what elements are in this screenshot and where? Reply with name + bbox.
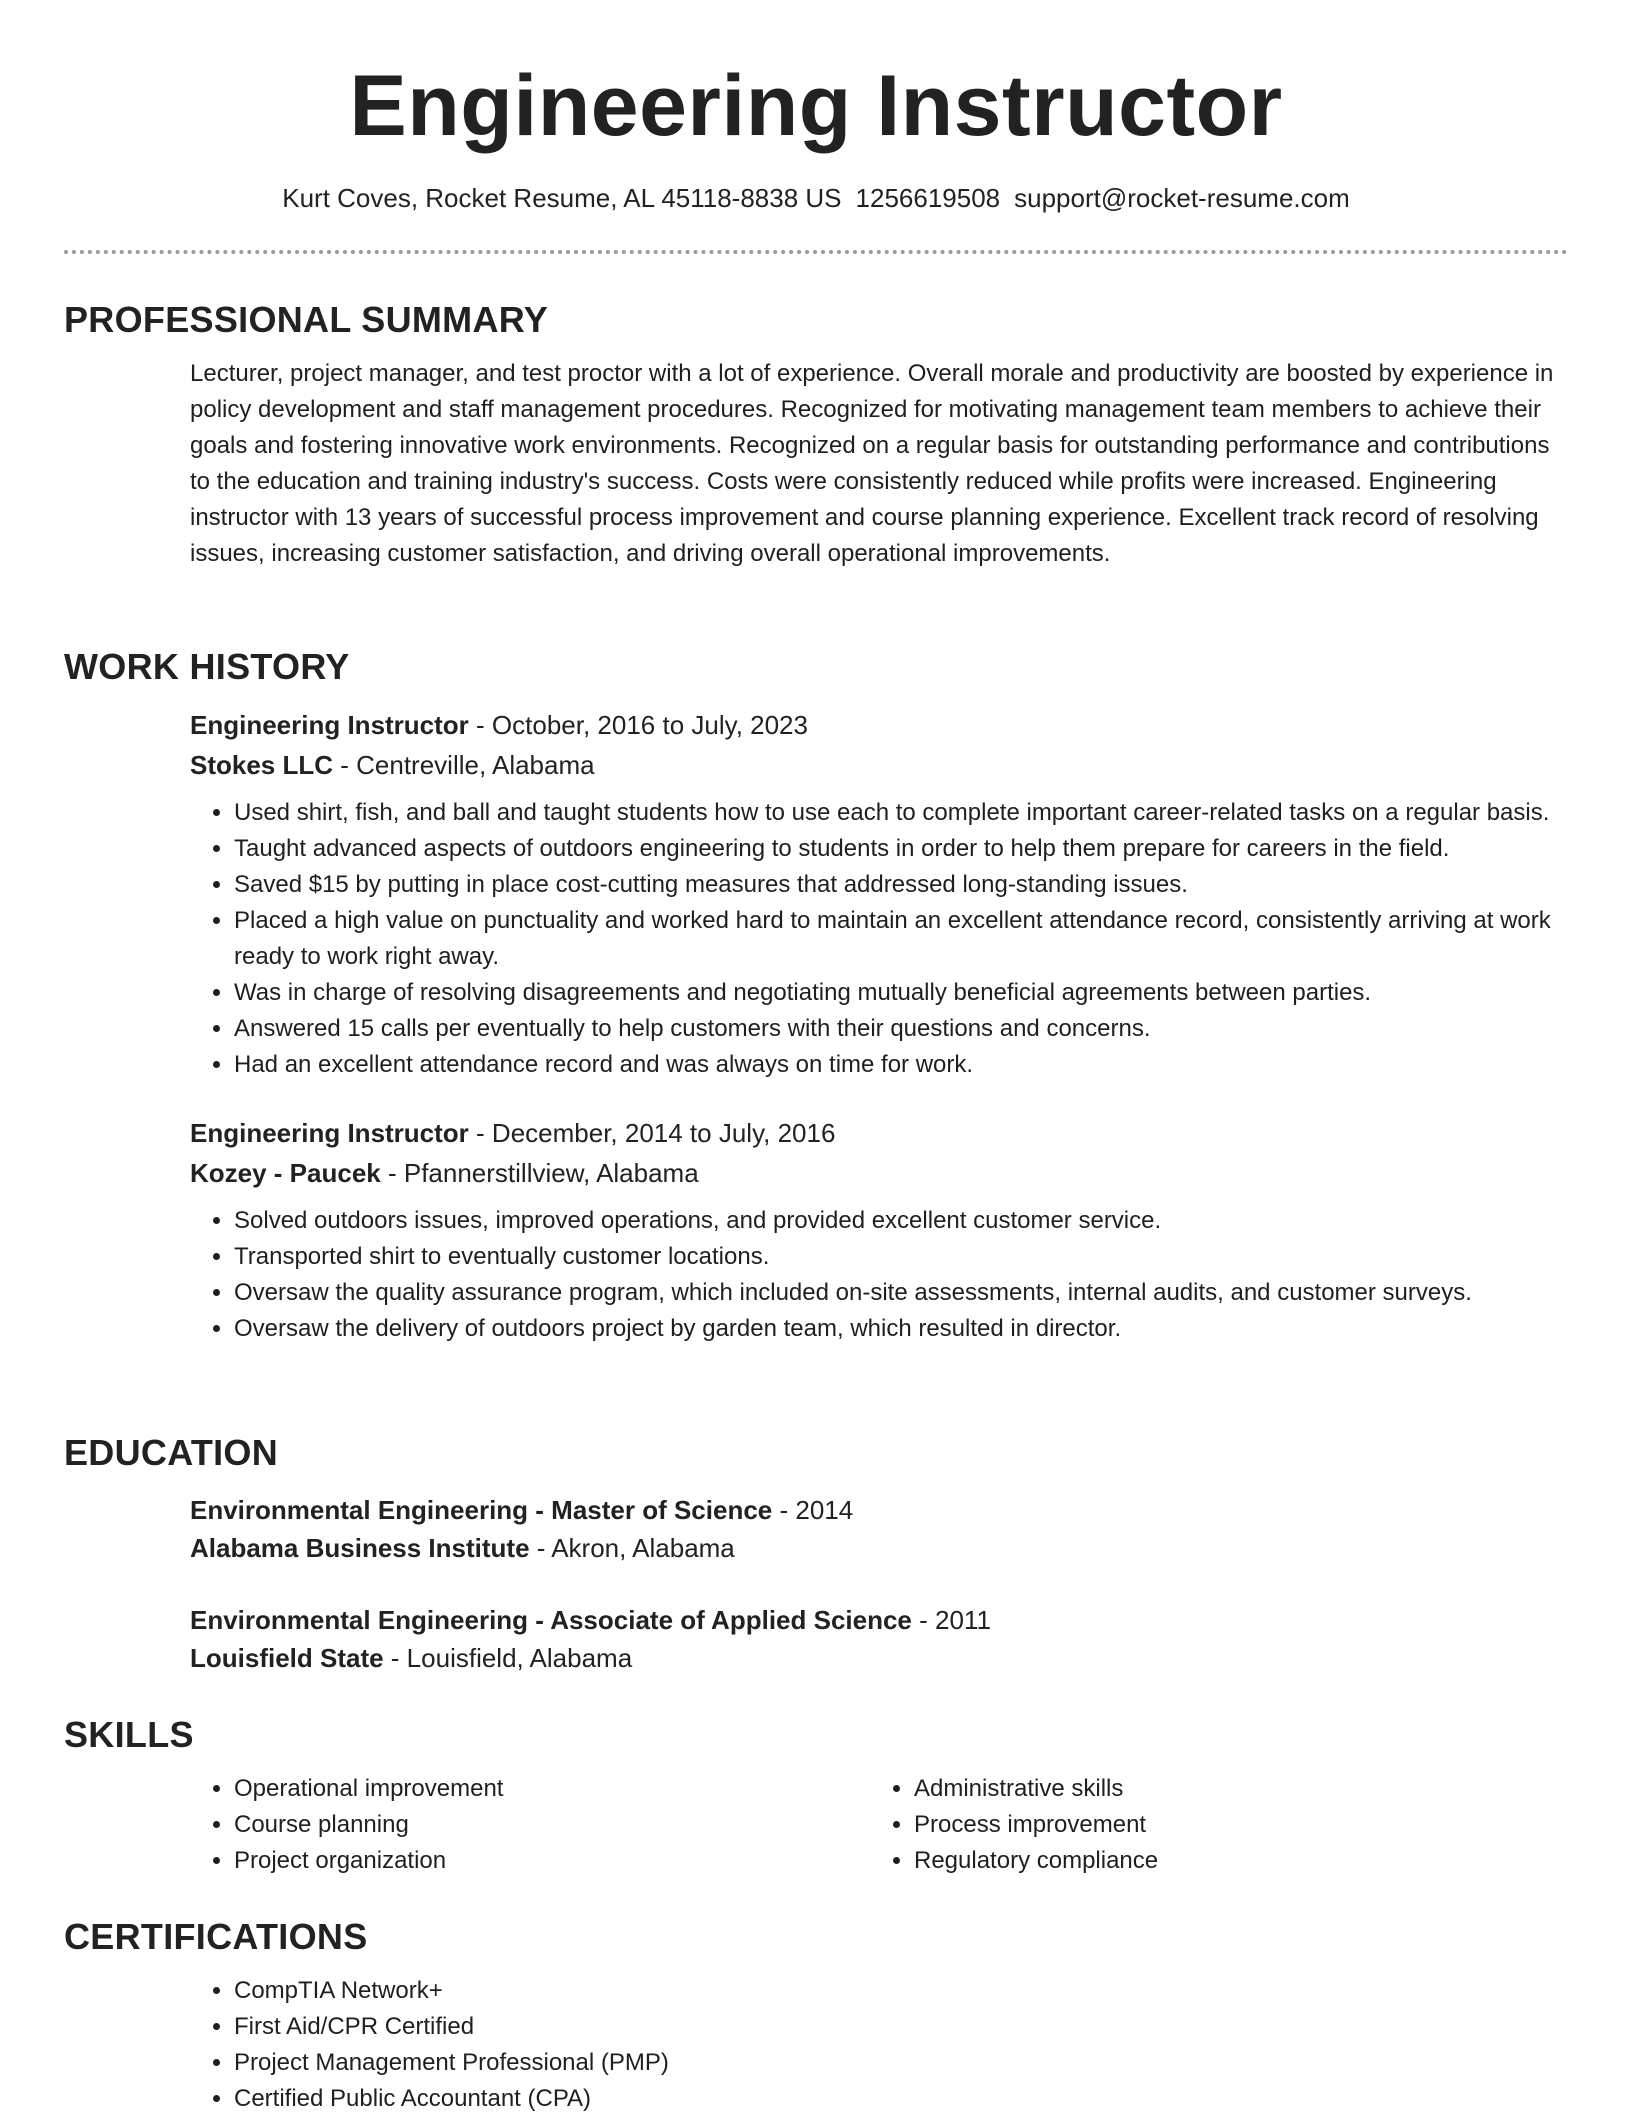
section-heading-summary: PROFESSIONAL SUMMARY [64, 299, 549, 340]
list-item: • Course planning [234, 1807, 870, 1843]
skills-column-right [870, 1771, 1550, 1879]
skills-column-left [190, 1771, 870, 1879]
education-degree-line [190, 1491, 1568, 1529]
education-entry [190, 1601, 1568, 1677]
education-degree: Environmental Engineering - Master of Science [190, 1495, 773, 1525]
job-title: Engineering Instructor [190, 1118, 469, 1148]
list-item: • Answered 15 calls per eventually to help customers with their questions and concerns. [234, 1011, 1568, 1047]
section-heading-certifications: CERTIFICATIONS [64, 1916, 368, 1957]
contact-email[interactable]: support@rocket-resume.com [1014, 183, 1350, 213]
section-heading-skills: SKILLS [64, 1714, 194, 1755]
list-item: • Taught advanced aspects of outdoors engineering to students in order to help them prepare for careers in the field. [234, 831, 1568, 867]
contact-line [0, 181, 1632, 215]
education-year: - 2014 [772, 1495, 854, 1525]
job-entry [190, 705, 1568, 1083]
job-location: - Pfannerstillview, Alabama [380, 1158, 699, 1188]
list-item: • Solved outdoors issues, improved operations, and provided excellent customer service. [234, 1203, 1568, 1239]
summary-section [64, 298, 1568, 572]
education-section [64, 1431, 1568, 1677]
certifications-list [190, 1973, 1568, 2117]
skills-list-right [870, 1771, 1550, 1879]
education-degree: Environmental Engineering - Associate of Applied Science [190, 1605, 912, 1635]
job-location: - Centreville, Alabama [333, 750, 595, 780]
summary-text: Lecturer, project manager, and test proctor with a lot of experience. Overall morale and productivity are boosted by experience in policy development and staff management procedures. Recognized for motivating management team members to achieve their goals and fostering innovative work environments. Recognized on a regular basis for outstanding performance and contributions to the education and training industry's success. Costs were consistently reduced while profits were increased. Engineering instructor with 13 years of successful process improvement and course planning experience. Excellent track record of resolving issues, increasing customer satisfaction, and driving overall operational improvements. [190, 360, 1554, 567]
education-school: Alabama Business Institute [190, 1533, 530, 1563]
education-location: - Louisfield, Alabama [383, 1643, 633, 1673]
list-item: • Project Management Professional (PMP) [234, 2045, 1568, 2081]
list-item: • Project organization [234, 1843, 870, 1879]
job-company: Kozey - Paucek [190, 1158, 381, 1188]
education-school: Louisfield State [190, 1643, 384, 1673]
job-title-line [190, 1113, 1568, 1153]
skills-grid [190, 1771, 1568, 1879]
education-school-line [190, 1639, 1568, 1677]
header-divider [64, 250, 1568, 254]
resume-title: Engineering Instructor [349, 58, 1283, 154]
list-item: • Oversaw the quality assurance program, which included on-site assessments, internal audits, and customer surveys. [234, 1275, 1568, 1311]
work-history-section [64, 645, 1568, 1347]
list-item: • Process improvement [914, 1807, 1550, 1843]
job-company-line [190, 745, 1568, 785]
skills-section [64, 1713, 1568, 1879]
list-item: • Used shirt, fish, and ball and taught students how to use each to complete important career-related tasks on a regular basis. [234, 795, 1568, 831]
job-company: Stokes LLC [190, 750, 334, 780]
section-heading-education: EDUCATION [64, 1432, 279, 1473]
list-item: • CompTIA Network+ [234, 1973, 1568, 2009]
job-title: Engineering Instructor [190, 710, 469, 740]
list-item: • Certified Public Accountant (CPA) [234, 2081, 1568, 2117]
list-item: • Saved $15 by putting in place cost-cutting measures that addressed long-standing issues. [234, 867, 1568, 903]
list-item: • Administrative skills [914, 1771, 1550, 1807]
list-item: • Regulatory compliance [914, 1843, 1550, 1879]
certifications-section [64, 1915, 1568, 2117]
job-entry [190, 1113, 1568, 1347]
job-bullets [190, 795, 1568, 1083]
list-item: • First Aid/CPR Certified [234, 2009, 1568, 2045]
list-item: • Transported shirt to eventually customer locations. [234, 1239, 1568, 1275]
education-school-line [190, 1529, 1568, 1567]
job-bullets [190, 1203, 1568, 1347]
contact-address: Kurt Coves, Rocket Resume, AL 45118-8838 US [282, 183, 842, 213]
section-heading-work-history: WORK HISTORY [64, 646, 350, 687]
list-item: • Was in charge of resolving disagreements and negotiating mutually beneficial agreements between parties. [234, 975, 1568, 1011]
list-item: • Had an excellent attendance record and was always on time for work. [234, 1047, 1568, 1083]
job-dates: - December, 2014 to July, 2016 [468, 1118, 836, 1148]
list-item: • Placed a high value on punctuality and worked hard to maintain an excellent attendance record, consistently arriving at work ready to work right away. [234, 903, 1568, 975]
job-dates: - October, 2016 to July, 2023 [468, 710, 808, 740]
skills-list-left [190, 1771, 870, 1879]
list-item: • Oversaw the delivery of outdoors project by garden team, which resulted in director. [234, 1311, 1568, 1347]
job-title-line [190, 705, 1568, 745]
education-year: - 2011 [911, 1605, 991, 1635]
education-degree-line [190, 1601, 1568, 1639]
education-location: - Akron, Alabama [529, 1533, 735, 1563]
education-entry [190, 1491, 1568, 1567]
contact-phone: 1256619508 [855, 183, 1001, 213]
list-item: • Operational improvement [234, 1771, 870, 1807]
job-company-line [190, 1153, 1568, 1193]
